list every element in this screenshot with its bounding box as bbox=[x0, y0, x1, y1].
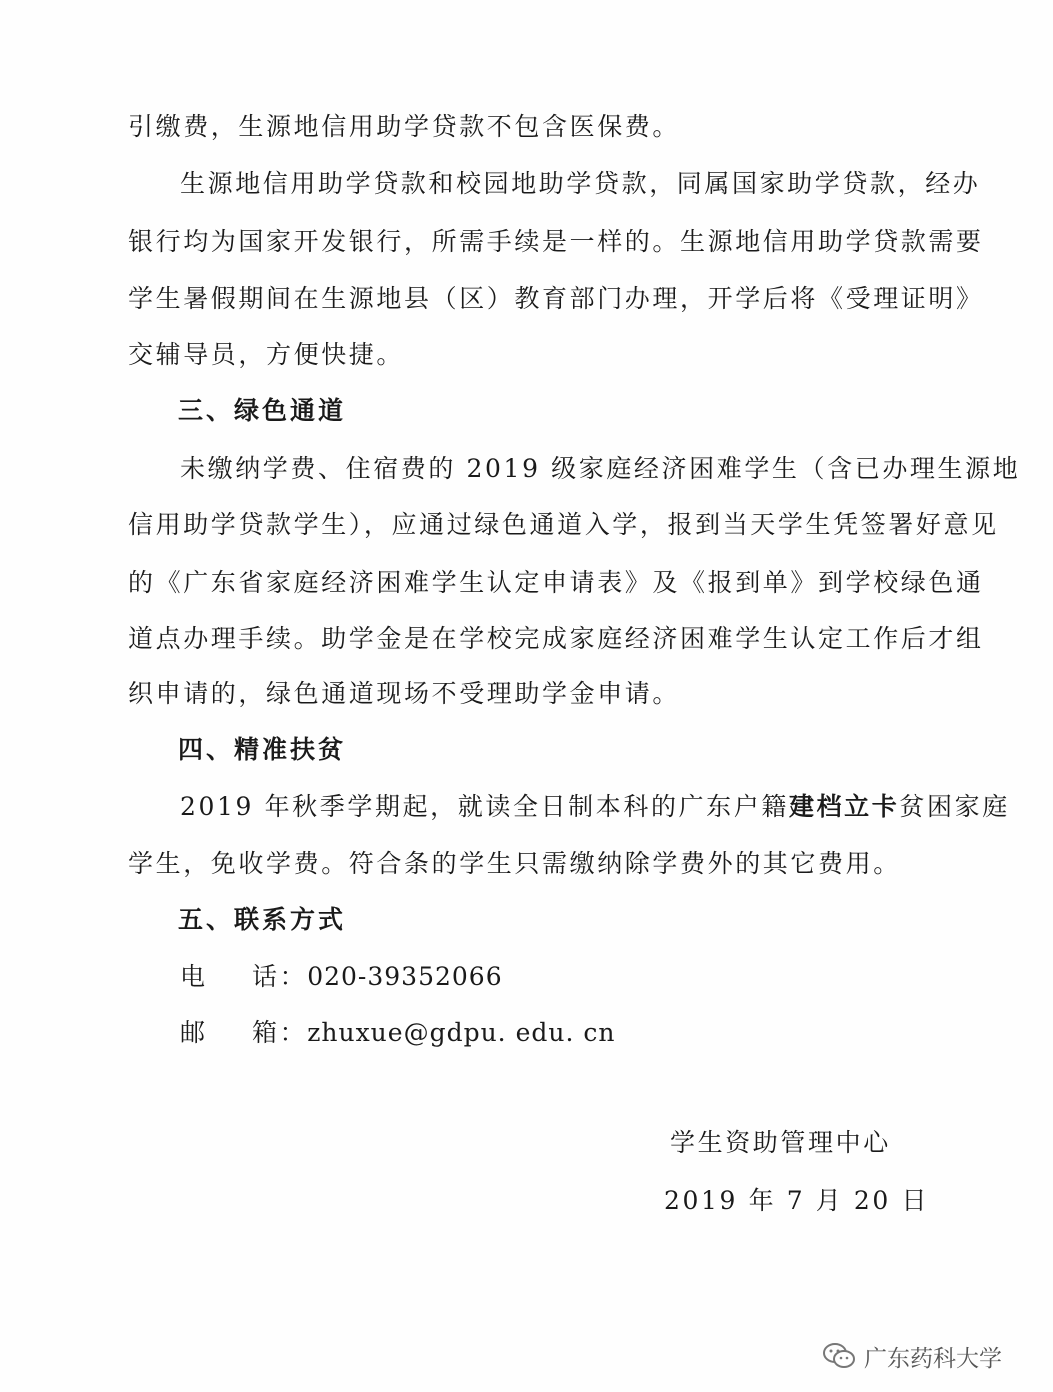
section-heading-contact: 五、联系方式 bbox=[178, 905, 347, 934]
signature-org: 学生资助管理中心 bbox=[670, 1128, 891, 1157]
poverty-text-bold: 建档立卡 bbox=[788, 792, 900, 821]
wechat-watermark bbox=[822, 1336, 1002, 1376]
green-channel-line: 道点办理手续。助学金是在学校完成家庭经济困难学生认定工作后才组 bbox=[128, 624, 984, 653]
section-heading-poverty: 四、精准扶贫 bbox=[178, 735, 347, 764]
loan-paragraph-line: 交辅导员，方便快捷。 bbox=[128, 340, 405, 369]
green-channel-line: 的《广东省家庭经济困难学生认定申请表》及《报到单》到学校绿色通 bbox=[128, 568, 984, 597]
wechat-icon bbox=[822, 1341, 856, 1371]
section-heading-green-channel: 三、绿色通道 bbox=[178, 396, 347, 425]
poverty-text-post: 贫困家庭 bbox=[899, 792, 1010, 821]
watermark-text: 广东药科大学 bbox=[864, 1345, 1002, 1372]
green-channel-line: 未缴纳学费、住宿费的 2019 级家庭经济困难学生（含已办理生源地 bbox=[180, 454, 1021, 483]
poverty-line-2: 学生，免收学费。符合条的学生只需缴纳除学费外的其它费用。 bbox=[128, 849, 901, 878]
contact-email bbox=[180, 1016, 615, 1050]
email-label-2: 箱： bbox=[252, 1018, 308, 1047]
signature-date: 2019 年 7 月 20 日 bbox=[664, 1186, 930, 1215]
phone-label: 电 bbox=[180, 962, 206, 991]
poverty-line-1 bbox=[180, 790, 1010, 824]
green-channel-line: 信用助学贷款学生），应通过绿色通道入学，报到当天学生凭签署好意见 bbox=[128, 510, 999, 539]
email-label: 邮 bbox=[180, 1018, 206, 1047]
email-value: zhuxue@gdpu. edu. cn bbox=[307, 1018, 616, 1047]
paragraph-continuation: 引缴费，生源地信用助学贷款不包含医保费。 bbox=[128, 112, 681, 141]
phone-value: 020-39352066 bbox=[307, 962, 503, 991]
loan-paragraph-line: 生源地信用助学贷款和校园地助学贷款，同属国家助学贷款，经办 bbox=[180, 169, 981, 198]
phone-label-2: 话： bbox=[252, 962, 308, 991]
poverty-text-pre: 2019 年秋季学期起，就读全日制本科的广东户籍 bbox=[180, 792, 789, 821]
loan-paragraph-line: 学生暑假期间在生源地县（区）教育部门办理，开学后将《受理证明》 bbox=[128, 284, 984, 313]
green-channel-line: 织申请的，绿色通道现场不受理助学金申请。 bbox=[128, 679, 681, 708]
contact-phone bbox=[180, 960, 503, 994]
loan-paragraph-line: 银行均为国家开发银行，所需手续是一样的。生源地信用助学贷款需要 bbox=[128, 227, 984, 256]
